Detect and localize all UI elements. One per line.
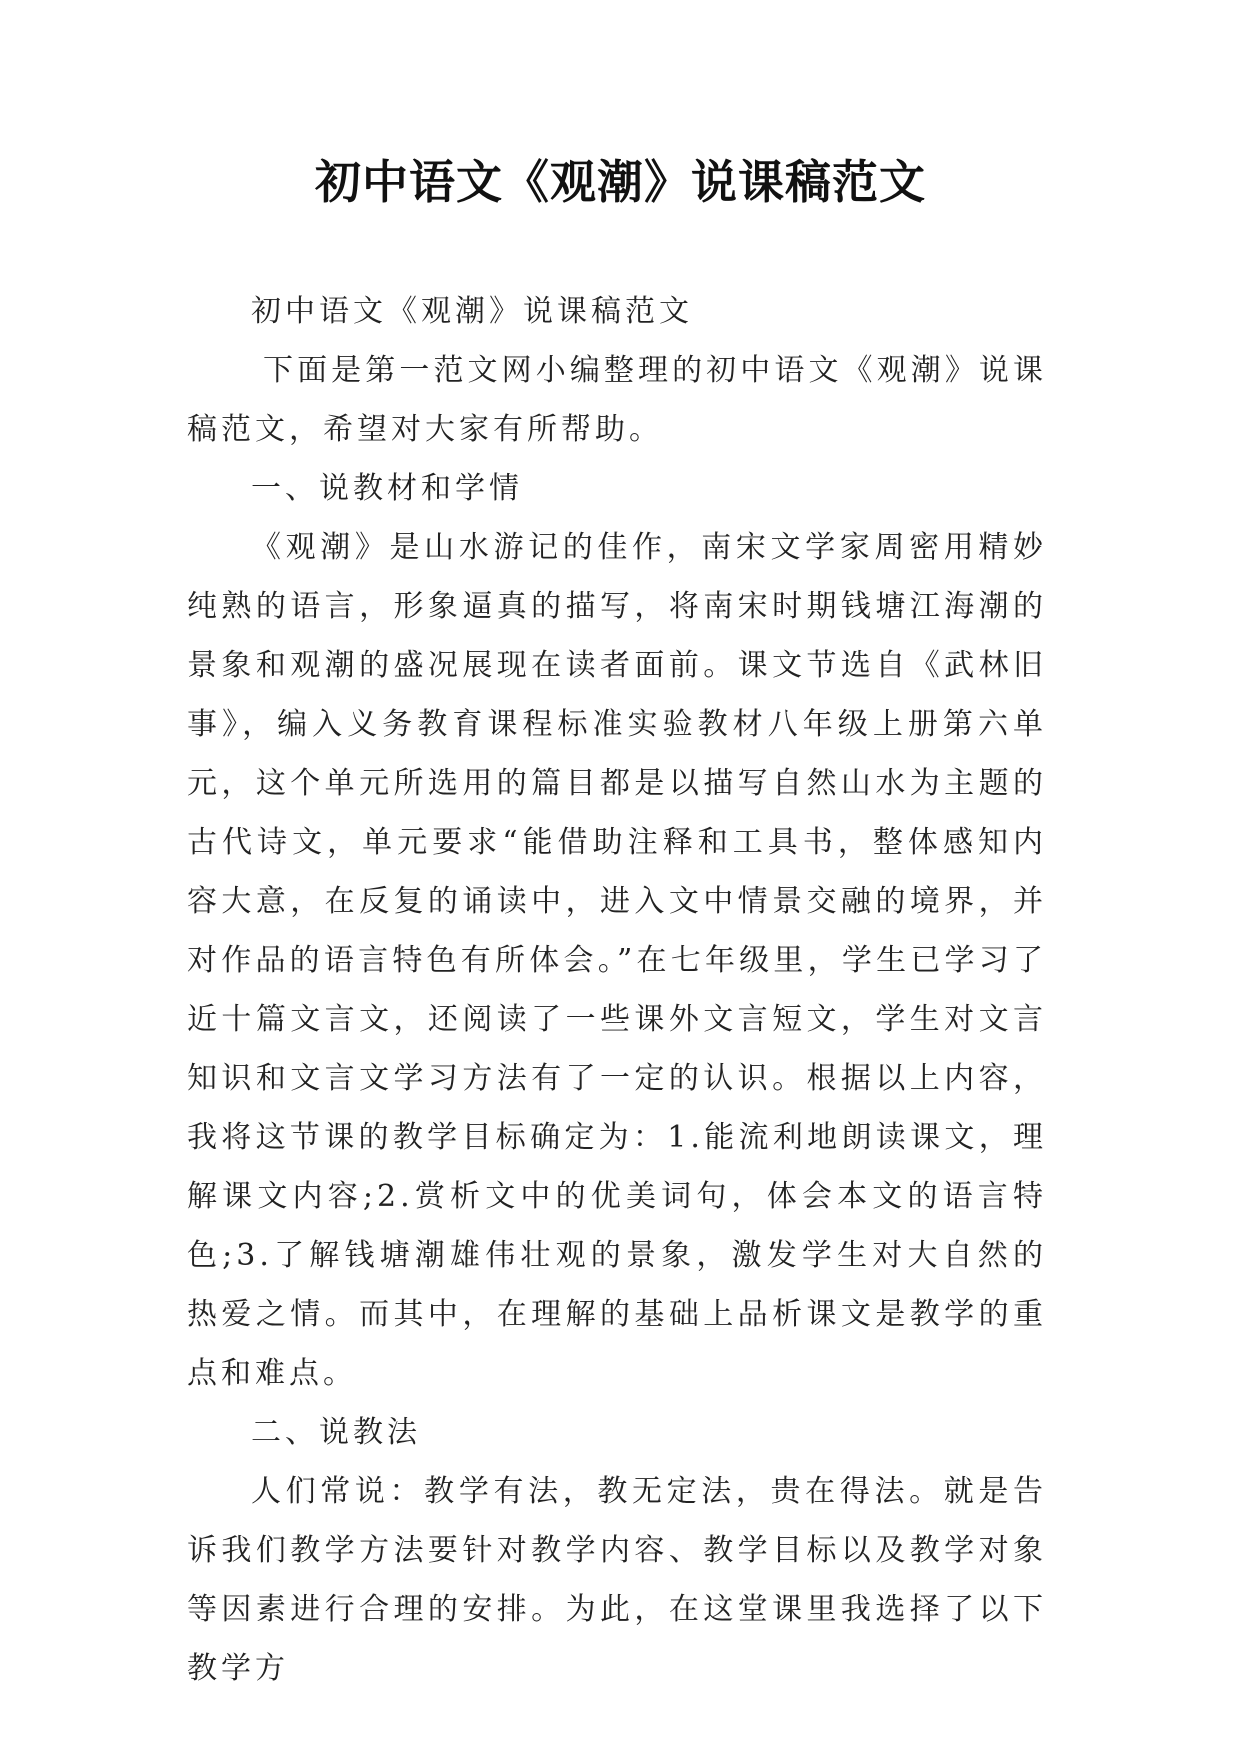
intro-paragraph: 下面是第一范文网小编整理的初中语文《观潮》说课稿范文，希望对大家有所帮助。 — [187, 353, 1047, 447]
document-title: 初中语文《观潮》说课稿范文 — [315, 155, 926, 209]
section-heading-2: 二、说教法 — [251, 1415, 421, 1450]
section-heading-1: 一、说教材和学情 — [251, 471, 523, 506]
section-paragraph-1: 《观潮》是山水游记的佳作，南宋文学家周密用精妙纯熟的语言，形象逼真的描写，将南宋时期钱塘江海潮的景象和观潮的盛况展现在读者面前。课文节选自《武林旧事》，编入义务教育课程标准实验教材八年级上册第六单元，这个单元所选用的篇目都是以描写自然山水为主题的古代诗文，单元要求“能借助注释和工具书，整体感知内容大意，在反复的诵读中，进入文中情景交融的境界，并对作品的语言特色有所体会。”在七年级里，学生已学习了近十篇文言文，还阅读了一些课外文言短文，学生对文言知识和文言文学习方法有了一定的认识。根据以上内容，我将这节课的教学目标确定为：1.能流利地朗读课文，理解课文内容;2.赏析文中的优美词句，体会本文的语言特色;3.了解钱塘潮雄伟壮观的景象，激发学生对大自然的热爱之情。而其中，在理解的基础上品析课文是教学的重点和难点。 — [187, 530, 1047, 1391]
subtitle-line: 初中语文《观潮》说课稿范文 — [251, 294, 693, 329]
document-body — [187, 282, 1047, 1698]
section-paragraph-2: 人们常说：教学有法，教无定法，贵在得法。就是告诉我们教学方法要针对教学内容、教学目标以及教学对象等因素进行合理的安排。为此，在这堂课里我选择了以下教学方 — [187, 1474, 1047, 1686]
